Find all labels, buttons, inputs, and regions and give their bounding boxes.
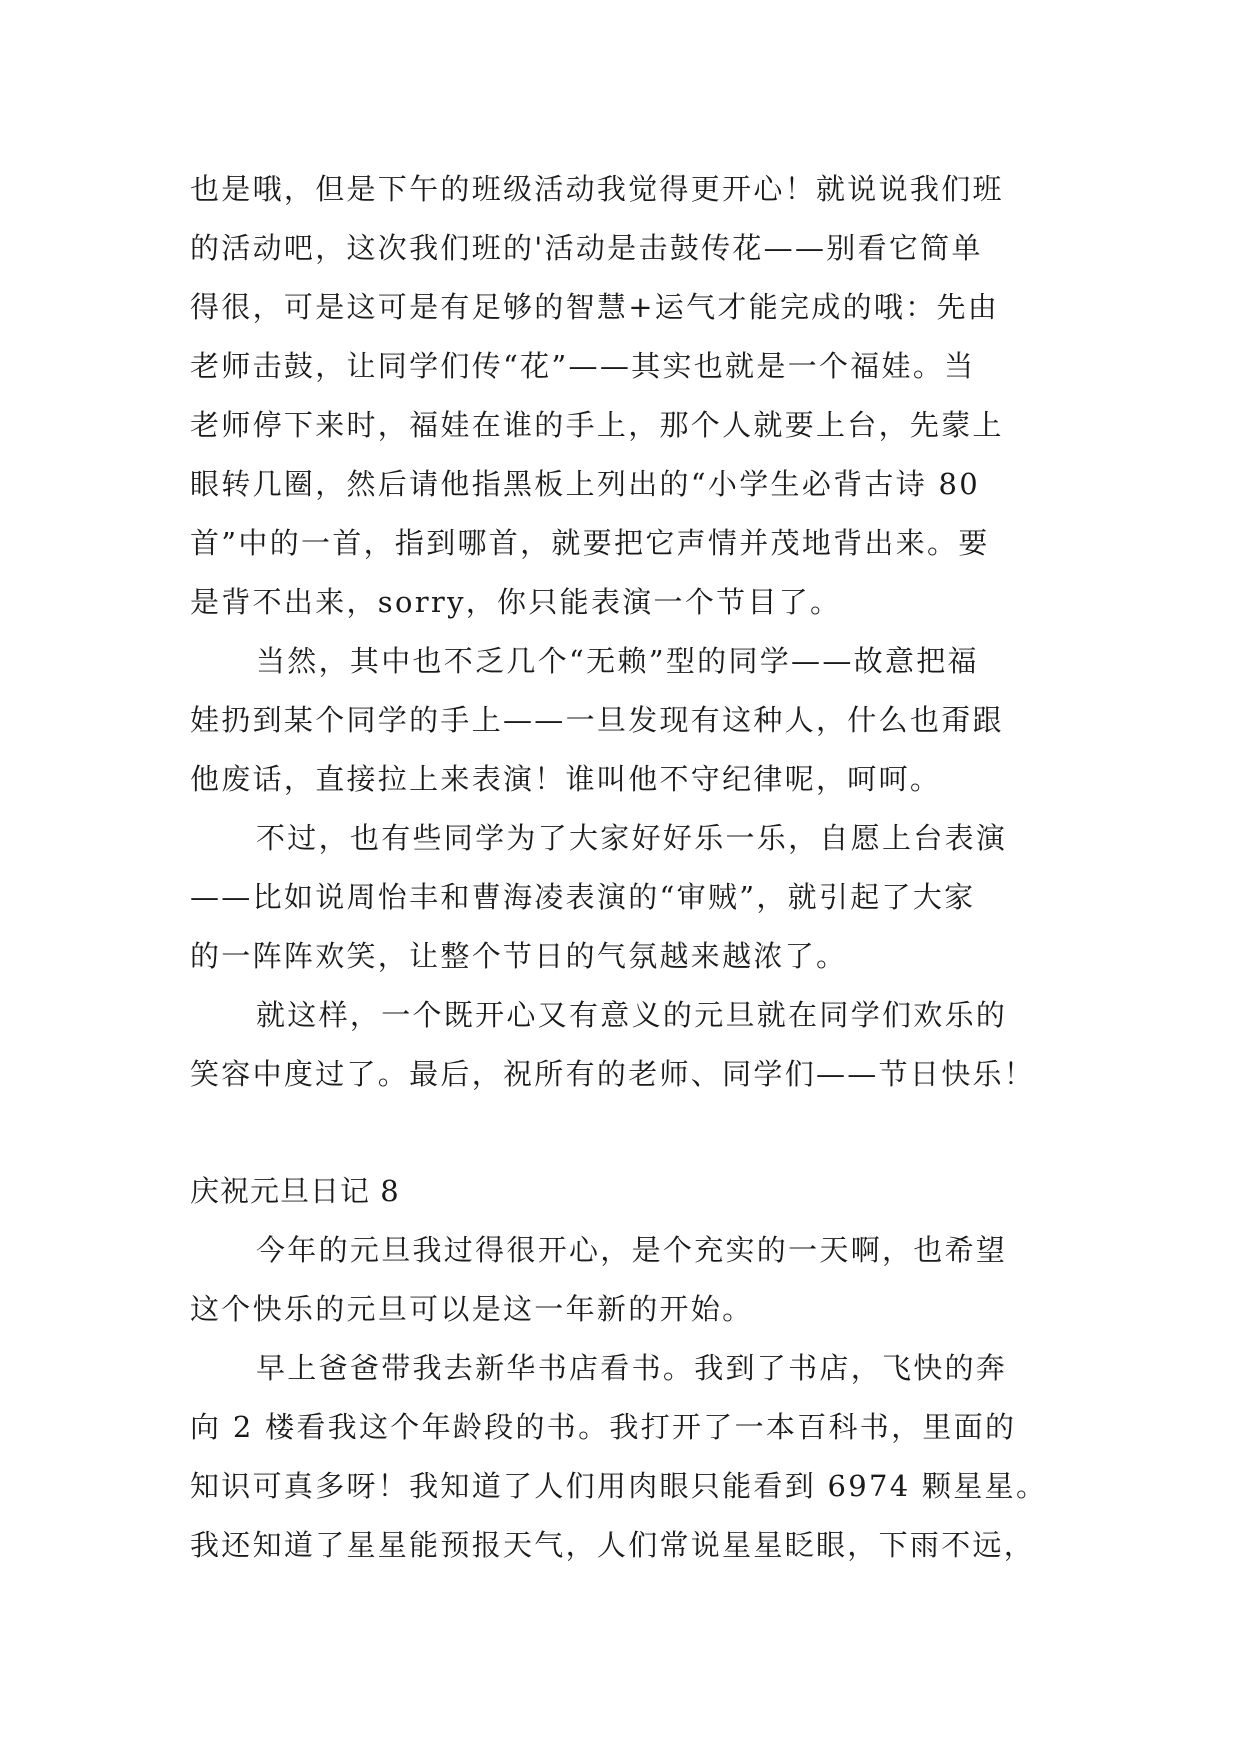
text-line: 笑容中度过了。最后，祝所有的老师、同学们——节日快乐！ <box>190 1057 1036 1091</box>
text-line: 老师击鼓，让同学们传“花”——其实也就是一个福娃。当 <box>190 349 976 383</box>
text-line: 也是哦，但是下午的班级活动我觉得更开心！就说说我们班 <box>190 172 1004 206</box>
text-line: 我还知道了星星能预报天气，人们常说星星眨眼，下雨不远， <box>190 1528 1036 1562</box>
text-line: 娃扔到某个同学的手上——一旦发现有这种人，什么也甭跟 <box>190 703 1004 737</box>
paragraph-start-line: 早上爸爸带我去新华书店看书。我到了书店，飞快的奔 <box>256 1351 1008 1385</box>
text-line: 的一阵阵欢笑，让整个节日的气氛越来越浓了。 <box>190 939 848 973</box>
section-heading: 庆祝元旦日记 8 <box>190 1174 400 1208</box>
text-line: 这个快乐的元旦可以是这一年新的开始。 <box>190 1292 754 1326</box>
text-line: 得很，可是这可是有足够的智慧+运气才能完成的哦：先由 <box>190 290 1000 324</box>
text-line: 眼转几圈，然后请他指黑板上列出的“小学生必背古诗 80 <box>190 467 981 501</box>
text-line: 是背不出来，sorry，你只能表演一个节目了。 <box>190 585 842 619</box>
paragraph-start-line: 不过，也有些同学为了大家好好乐一乐，自愿上台表演 <box>256 821 1008 855</box>
text-line: 知识可真多呀！我知道了人们用肉眼只能看到 6974 颗星星。 <box>190 1469 1048 1503</box>
text-line: 的活动吧，这次我们班的'活动是击鼓传花——别看它简单 <box>190 231 983 265</box>
text-line: 老师停下来时，福娃在谁的手上，那个人就要上台，先蒙上 <box>190 408 1004 442</box>
text-line: ——比如说周怡丰和曹海凌表演的“审贼”，就引起了大家 <box>190 880 976 914</box>
text-line: 他废话，直接拉上来表演！谁叫他不守纪律呢，呵呵。 <box>190 762 942 796</box>
document-body <box>190 160 1060 1575</box>
paragraph-start-line: 今年的元旦我过得很开心，是个充实的一天啊，也希望 <box>256 1233 1008 1267</box>
text-line: 向 2 楼看我这个年龄段的书。我打开了一本百科书，里面的 <box>190 1410 1017 1444</box>
text-line: 首”中的一首，指到哪首，就要把它声情并茂地背出来。要 <box>190 526 990 560</box>
section-spacer <box>190 1104 1060 1162</box>
paragraph-start-line: 当然，其中也不乏几个“无赖”型的同学——故意把福 <box>256 644 979 678</box>
paragraph-start-line: 就这样，一个既开心又有意义的元旦就在同学们欢乐的 <box>256 998 1008 1032</box>
